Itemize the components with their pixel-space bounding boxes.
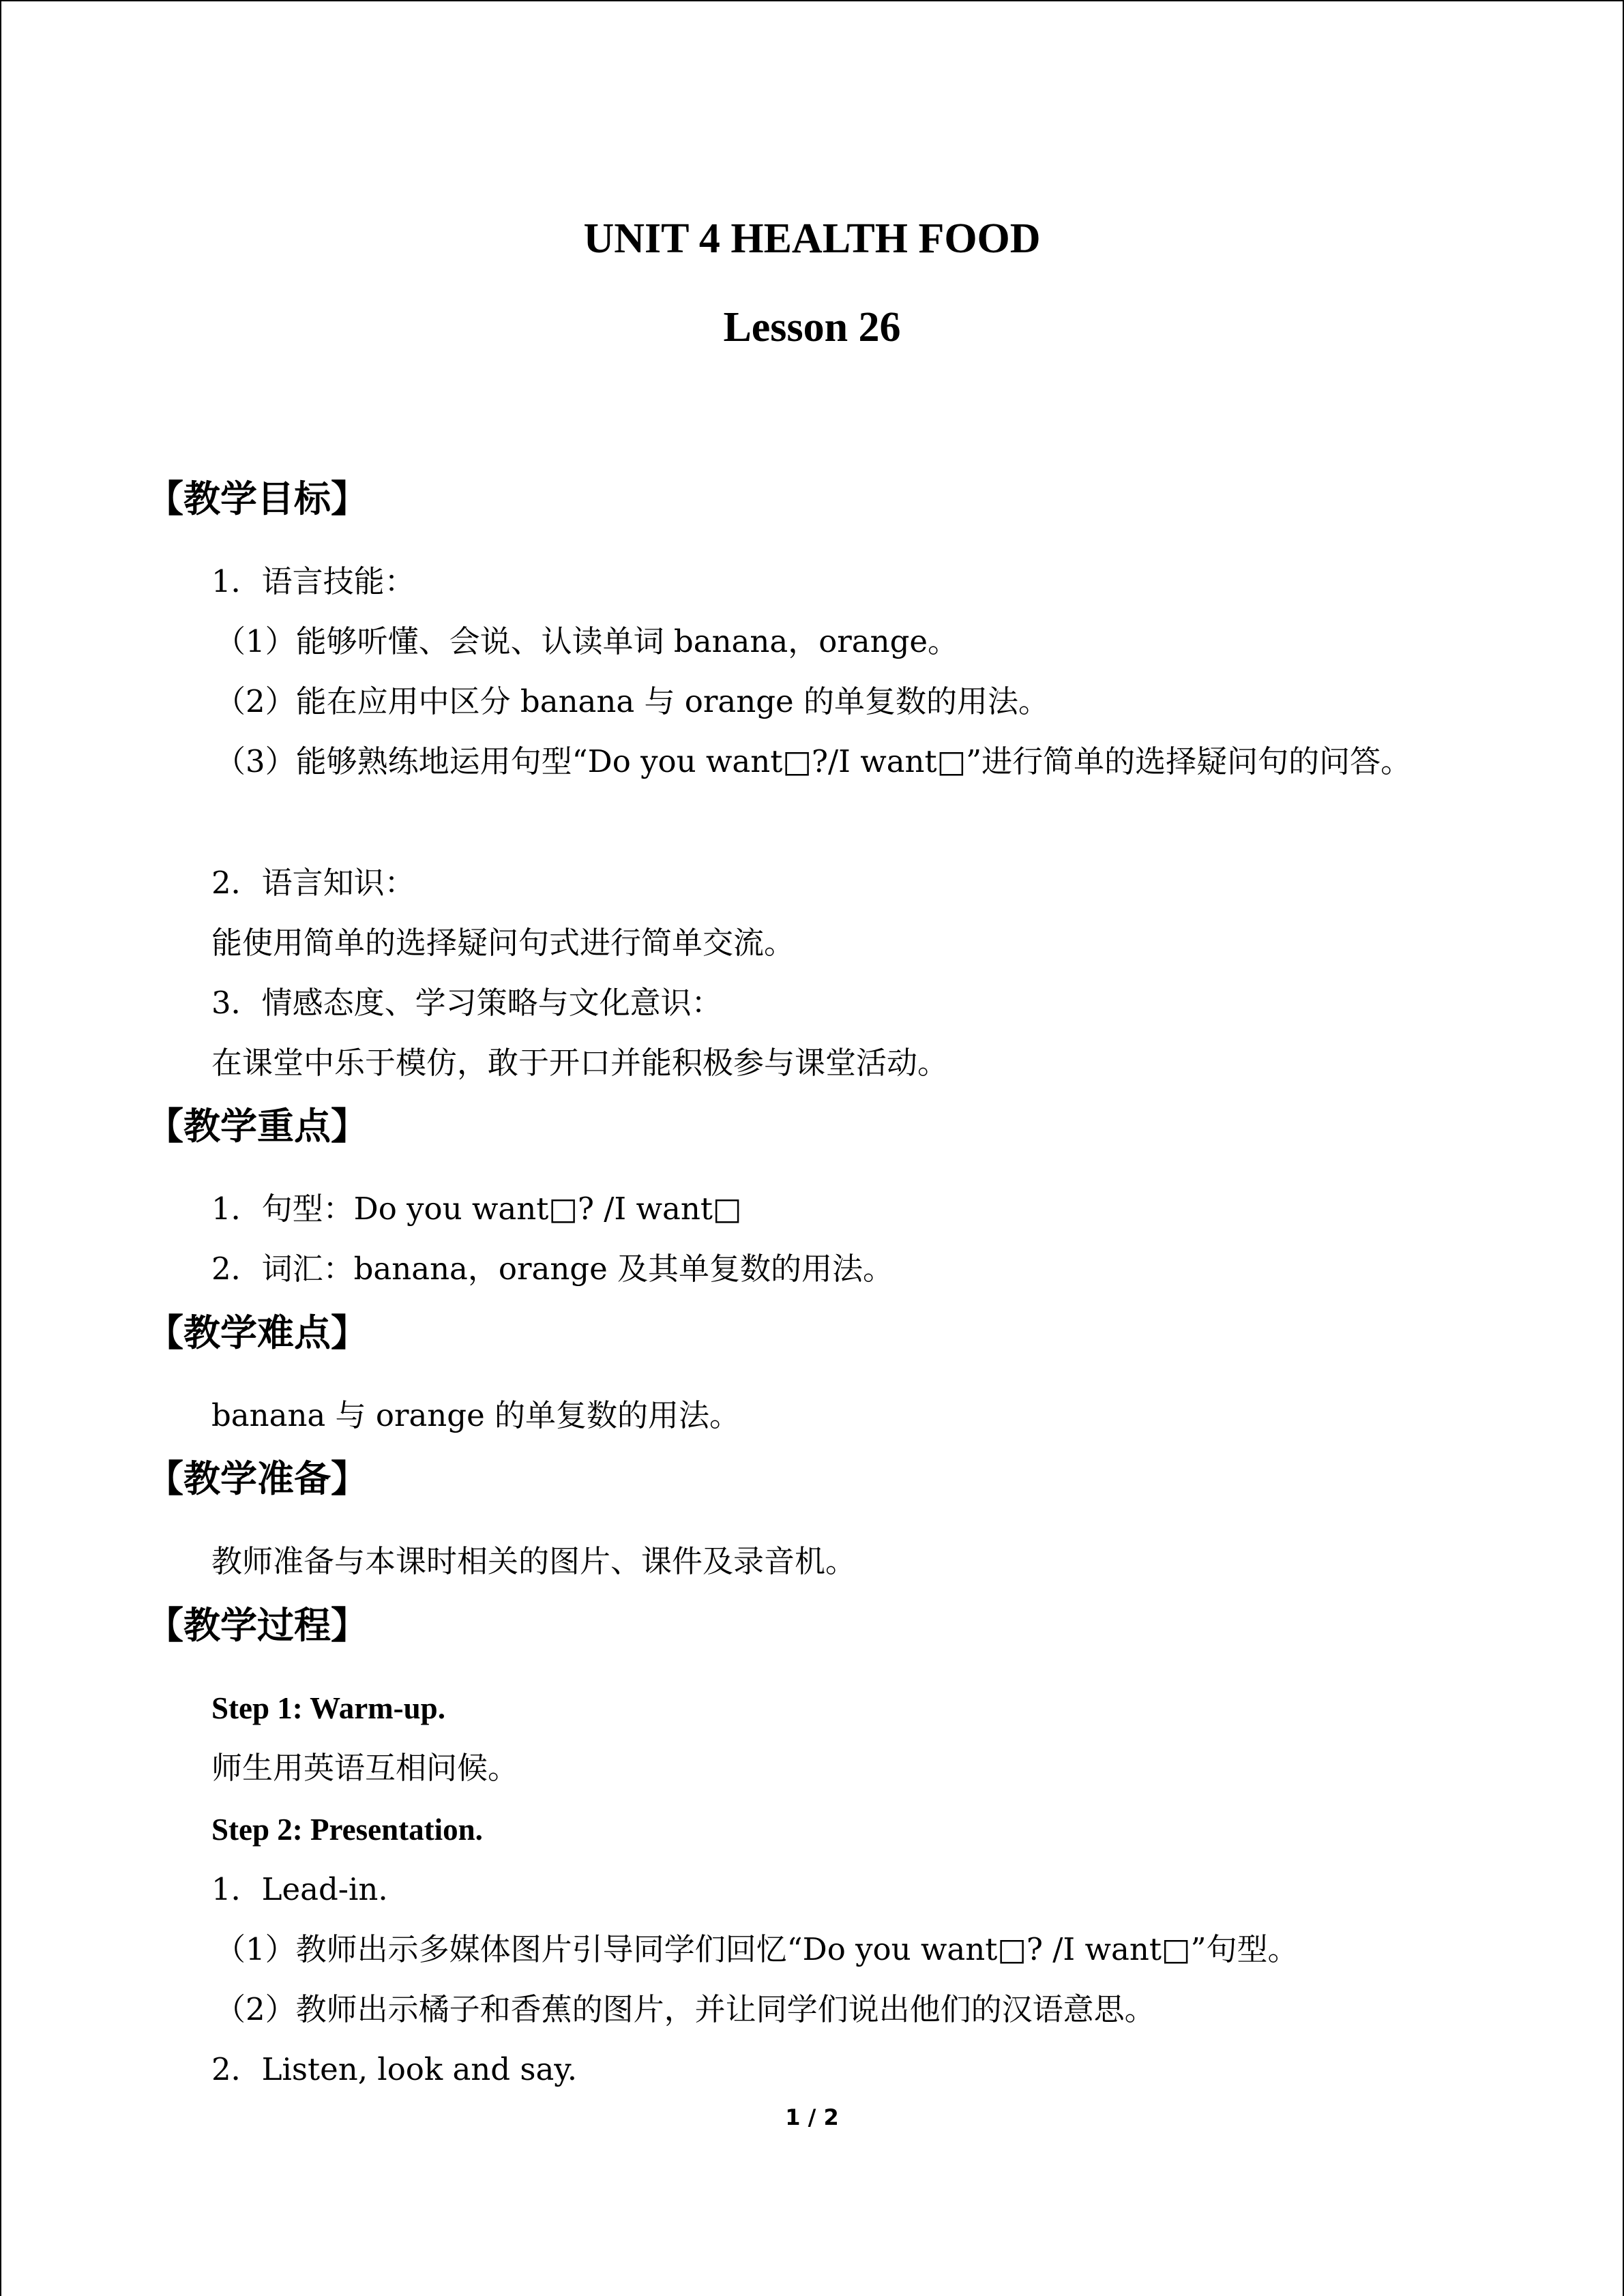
process-line: 1．Lead-in. <box>211 1871 388 1907</box>
process-line: （1）教师出示多媒体图片引导同学们回忆“Do you want□? /I want□”句型。 <box>215 1931 1299 1967</box>
objectives-line: 1．语言技能： <box>211 563 415 599</box>
process-line: 2．Listen, look and say. <box>211 2051 578 2087</box>
key-points-line: 2．词汇：banana，orange 及其单复数的用法。 <box>211 1251 894 1287</box>
objectives-line: 能使用简单的选择疑问句式进行简单交流。 <box>211 925 795 961</box>
objectives-line: （3）能够熟练地运用句型“Do you want□?/I want□”进行简单的选择疑问句的问答。 <box>215 743 1412 779</box>
objectives-line: 2．语言知识： <box>211 865 415 901</box>
section-heading-process: 【教学过程】 <box>147 1604 368 1647</box>
objectives-line: （1）能够听懂、会说、认读单词 banana，orange。 <box>215 623 959 659</box>
unit-title: UNIT 4 HEALTH FOOD <box>583 215 1041 262</box>
objectives-line: （2）能在应用中区分 banana 与 orange 的单复数的用法。 <box>215 683 1049 719</box>
page-number: 1 / 2 <box>785 2104 839 2130</box>
section-heading-objectives: 【教学目标】 <box>147 477 368 520</box>
key-points-line: 1．句型：Do you want□? /I want□ <box>211 1191 742 1227</box>
section-heading-preparation: 【教学准备】 <box>147 1457 368 1500</box>
preparation-line: 教师准备与本课时相关的图片、课件及录音机。 <box>211 1543 857 1579</box>
step-heading: Step 1: Warm-up. <box>211 1691 445 1725</box>
step-heading: Step 2: Presentation. <box>211 1813 483 1847</box>
process-line: （2）教师出示橘子和香蕉的图片，并让同学们说出他们的汉语意思。 <box>215 1991 1155 2027</box>
section-heading-difficulties: 【教学难点】 <box>147 1311 368 1354</box>
lesson-title: Lesson 26 <box>723 304 901 351</box>
objectives-line: 在课堂中乐于模仿，敢于开口并能积极参与课堂活动。 <box>211 1045 949 1081</box>
objectives-line: 3．情感态度、学习策略与文化意识： <box>211 985 722 1021</box>
process-line: 师生用英语互相问候。 <box>211 1750 519 1786</box>
difficulties-line: banana 与 orange 的单复数的用法。 <box>211 1397 741 1433</box>
section-heading-key-points: 【教学重点】 <box>147 1105 368 1148</box>
